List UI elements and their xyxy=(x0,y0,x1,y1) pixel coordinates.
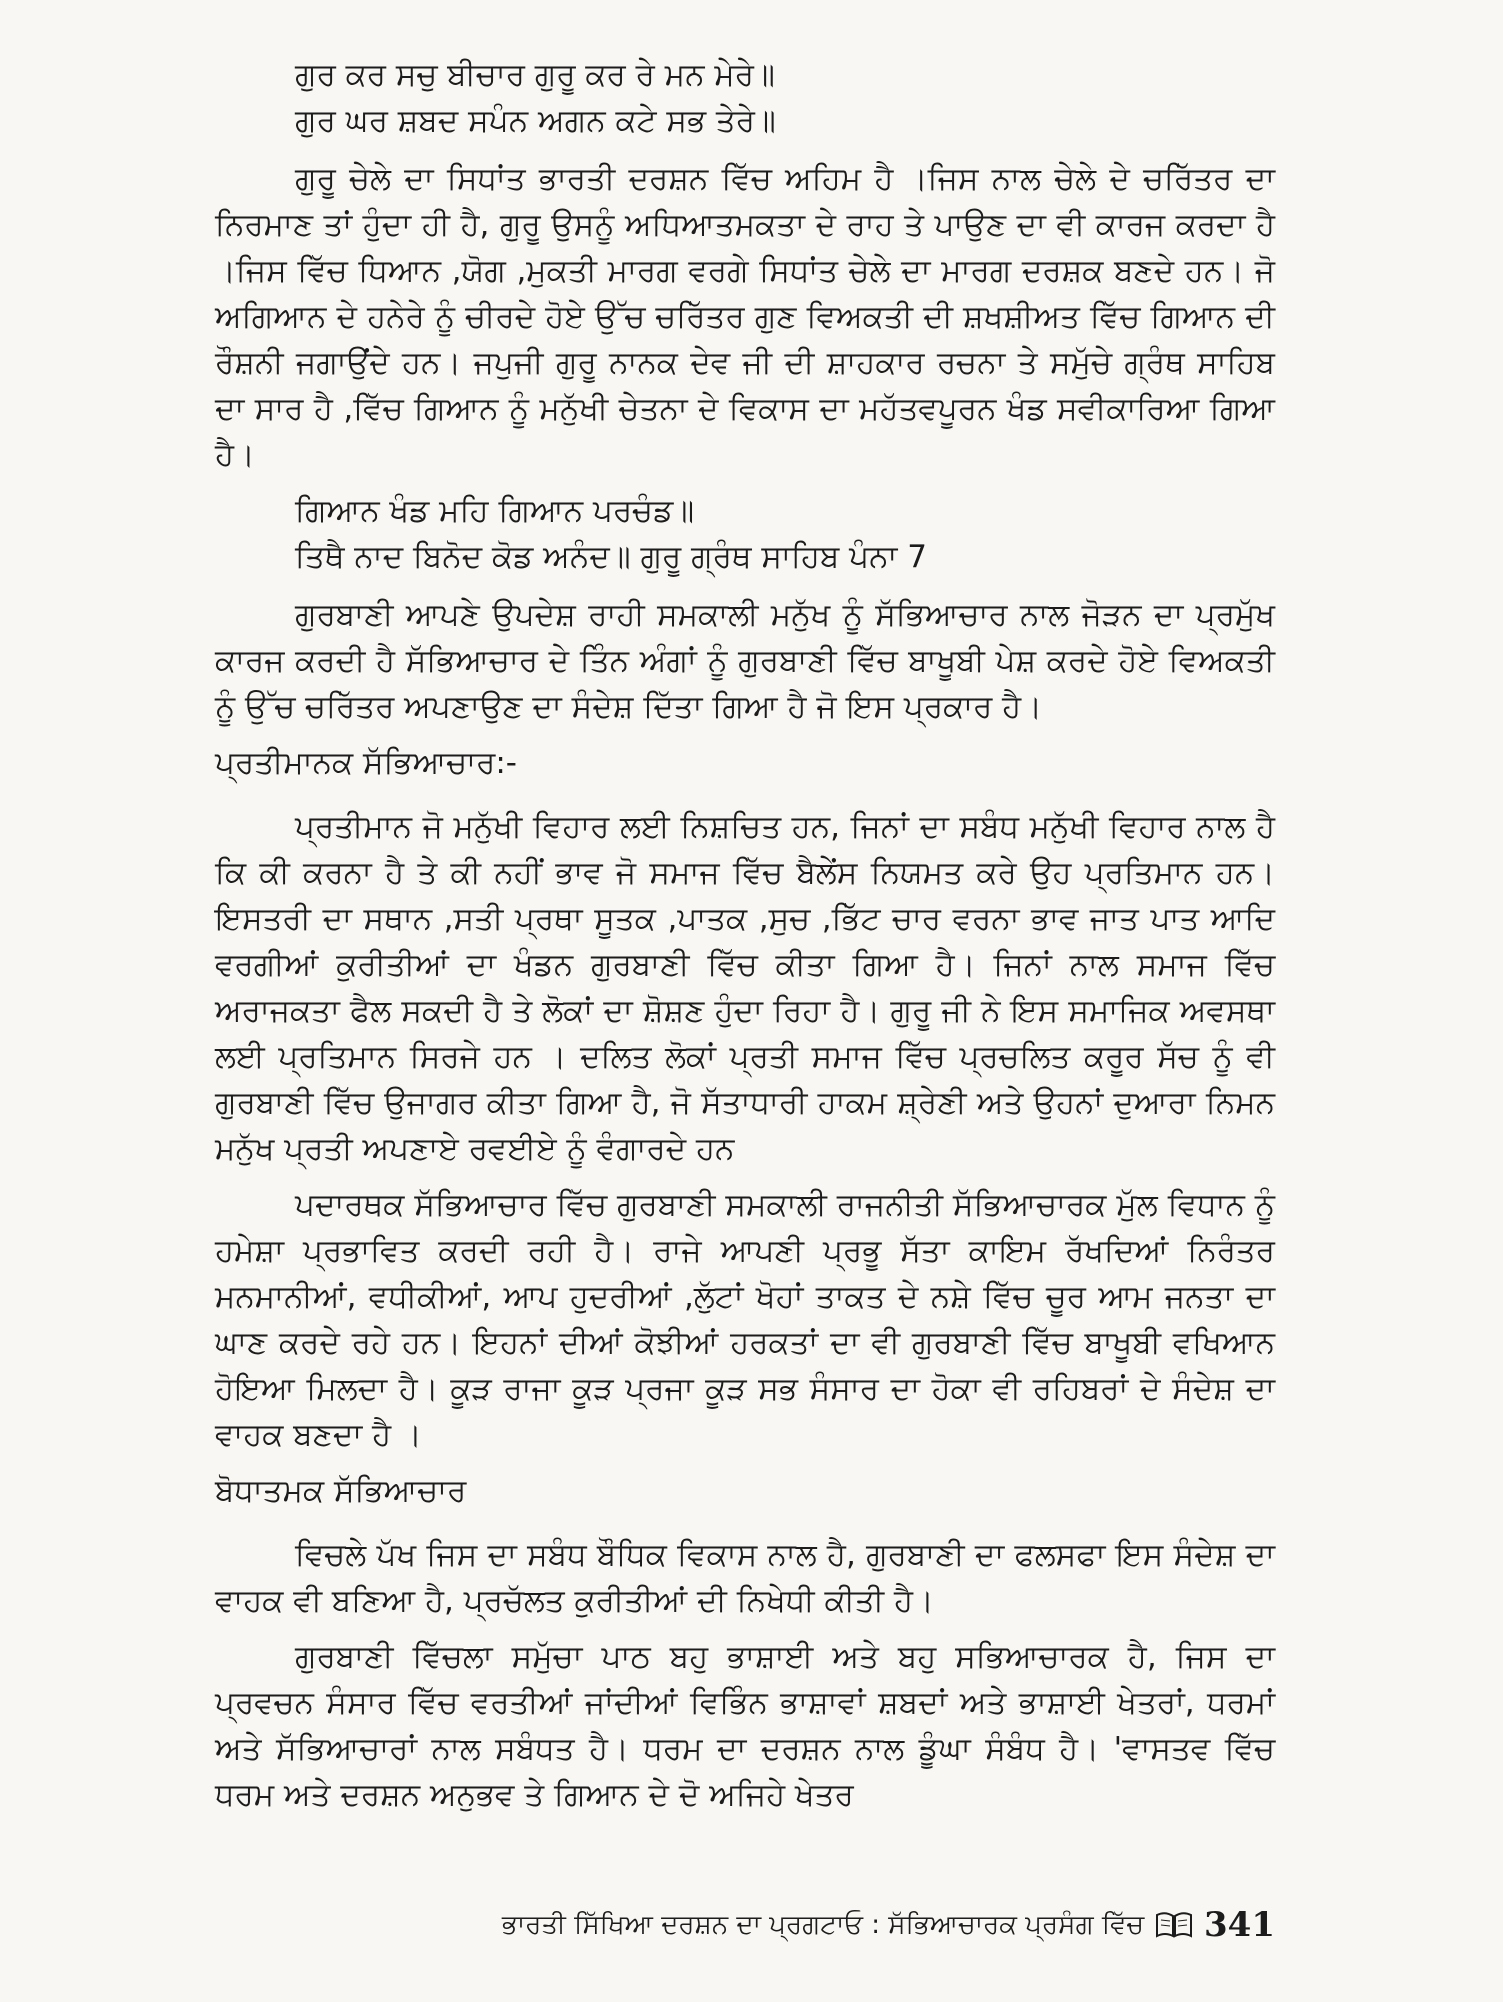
verse-quote-1 xyxy=(215,52,1275,144)
section-heading-cognitive-culture: ਬੋਧਾਤਮਕ ਸੱਭਿਆਚਾਰ xyxy=(215,1473,467,1509)
verse-line: ਤਿਥੈ ਨਾਦ ਬਿਨੋਦ ਕੋਡ ਅਨੰਦ॥ ਗੁਰੂ ਗ੍ਰੰਥ ਸਾਹਿਬ ਪੰਨਾ 7 xyxy=(295,539,927,575)
running-footer xyxy=(420,1905,1275,1945)
verse-line: ਗੁਰ ਕਰ ਸਚੁ ਬੀਚਾਰ ਗੁਰੂ ਕਰ ਰੇ ਮਨ ਮੇਰੇ॥ xyxy=(295,57,775,93)
book-icon xyxy=(1154,1910,1194,1940)
paragraph-guru-chela: ਗੁਰੂ ਚੇਲੇ ਦਾ ਸਿਧਾਂਤ ਭਾਰਤੀ ਦਰਸ਼ਨ ਵਿੱਚ ਅਹਿਮ ਹੈ ।ਜਿਸ ਨਾਲ ਚੇਲੇ ਦੇ ਚਰਿੱਤਰ ਦਾ ਨਿਰਮਾਣ ਤਾਂ ਹੁੰਦਾ ਹੀ ਹੈ, ਗੁਰੂ ਉਸਨੂੰ ਅਧਿਆਤਮਕਤਾ ਦੇ ਰਾਹ ਤੇ ਪਾਉਣ ਦਾ ਵੀ ਕਾਰਜ ਕਰਦਾ ਹੈ ।ਜਿਸ ਵਿੱਚ ਧਿਆਨ ,ਯੋਗ ,ਮੁਕਤੀ ਮਾਰਗ ਵਰਗੇ ਸਿਧਾਂਤ ਚੇਲੇ ਦਾ ਮਾਰਗ ਦਰਸ਼ਕ ਬਣਦੇ ਹਨ। ਜੋ ਅਗਿਆਨ ਦੇ ਹਨੇਰੇ ਨੂੰ ਚੀਰਦੇ ਹੋਏ ਉੱਚ ਚਰਿੱਤਰ ਗੁਣ ਵਿਅਕਤੀ ਦੀ ਸ਼ਖਸ਼ੀਅਤ ਵਿੱਚ ਗਿਆਨ ਦੀ ਰੌਸ਼ਨੀ ਜਗਾਉਂਦੇ ਹਨ। ਜਪੁਜੀ ਗੁਰੂ ਨਾਨਕ ਦੇਵ ਜੀ ਦੀ ਸ਼ਾਹਕਾਰ ਰਚਨਾ ਤੇ ਸਮੁੱਚੇ ਗ੍ਰੰਥ ਸਾਹਿਬ ਦਾ ਸਾਰ ਹੈ ,ਵਿੱਚ ਗਿਆਨ ਨੂੰ ਮਨੁੱਖੀ ਚੇਤਨਾ ਦੇ ਵਿਕਾਸ ਦਾ ਮਹੱਤਵਪੂਰਨ ਖੰਡ ਸਵੀਕਾਰਿਆ ਗਿਆ ਹੈ। xyxy=(215,161,1275,473)
paragraph-multilingual: ਗੁਰਬਾਣੀ ਵਿੱਚਲਾ ਸਮੁੱਚਾ ਪਾਠ ਬਹੁ ਭਾਸ਼ਾਈ ਅਤੇ ਬਹੁ ਸਭਿਆਚਾਰਕ ਹੈ, ਜਿਸ ਦਾ ਪ੍ਰਵਚਨ ਸੰਸਾਰ ਵਿੱਚ ਵਰਤੀਆਂ ਜਾਂਦੀਆਂ ਵਿਭਿੰਨ ਭਾਸ਼ਾਵਾਂ ਸ਼ਬਦਾਂ ਅਤੇ ਭਾਸ਼ਾਈ ਖੇਤਰਾਂ, ਧਰਮਾਂ ਅਤੇ ਸੱਭਿਆਚਾਰਾਂ ਨਾਲ ਸਬੰਧਤ ਹੈ। ਧਰਮ ਦਾ ਦਰਸ਼ਨ ਨਾਲ ਡੂੰਘਾ ਸੰਬੰਧ ਹੈ। 'ਵਾਸਤਵ ਵਿੱਚ ਧਰਮ ਅਤੇ ਦਰਸ਼ਨ ਅਨੁਭਵ ਤੇ ਗਿਆਨ ਦੇ ਦੋ ਅਜਿਹੇ ਖੇਤਰ xyxy=(215,1639,1275,1813)
paragraph-material-culture: ਪਦਾਰਥਕ ਸੱਭਿਆਚਾਰ ਵਿੱਚ ਗੁਰਬਾਣੀ ਸਮਕਾਲੀ ਰਾਜਨੀਤੀ ਸੱਭਿਆਚਾਰਕ ਮੁੱਲ ਵਿਧਾਨ ਨੂੰ ਹਮੇਸ਼ਾ ਪ੍ਰਭਾਵਿਤ ਕਰਦੀ ਰਹੀ ਹੈ। ਰਾਜੇ ਆਪਣੀ ਪ੍ਰਭੂ ਸੱਤਾ ਕਾਇਮ ਰੱਖਦਿਆਂ ਨਿਰੰਤਰ ਮਨਮਾਨੀਆਂ, ਵਧੀਕੀਆਂ, ਆਪ ਹੁਦਰੀਆਂ ,ਲੁੱਟਾਂ ਖੋਹਾਂ ਤਾਕਤ ਦੇ ਨਸ਼ੇ ਵਿੱਚ ਚੂਰ ਆਮ ਜਨਤਾ ਦਾ ਘਾਣ ਕਰਦੇ ਰਹੇ ਹਨ। ਇਹਨਾਂ ਦੀਆਂ ਕੋਝੀਆਂ ਹਰਕਤਾਂ ਦਾ ਵੀ ਗੁਰਬਾਣੀ ਵਿੱਚ ਬਾਖੂਬੀ ਵਖਿਆਨ ਹੋਇਆ ਮਿਲਦਾ ਹੈ। ਕੂੜ ਰਾਜਾ ਕੂੜ ਪ੍ਰਜਾ ਕੂੜ ਸਭ ਸੰਸਾਰ ਦਾ ਹੋਕਾ ਵੀ ਰਹਿਬਰਾਂ ਦੇ ਸੰਦੇਸ਼ ਦਾ ਵਾਹਕ ਬਣਦਾ ਹੈ । xyxy=(215,1187,1275,1453)
verse-quote-2 xyxy=(215,488,1275,580)
page-body xyxy=(215,52,1275,1828)
verse-line: ਗਿਆਨ ਖੰਡ ਮਹਿ ਗਿਆਨ ਪਰਚੰਡ॥ xyxy=(295,493,695,529)
paragraph-pratiman: ਪ੍ਰਤੀਮਾਨ ਜੋ ਮਨੁੱਖੀ ਵਿਹਾਰ ਲਈ ਨਿਸ਼ਚਿਤ ਹਨ, ਜਿਨਾਂ ਦਾ ਸਬੰਧ ਮਨੁੱਖੀ ਵਿਹਾਰ ਨਾਲ ਹੈ ਕਿ ਕੀ ਕਰਨਾ ਹੈ ਤੇ ਕੀ ਨਹੀਂ ਭਾਵ ਜੋ ਸਮਾਜ ਵਿੱਚ ਬੈਲੇਂਸ ਨਿਯਮਤ ਕਰੇ ਉਹ ਪ੍ਰਤਿਮਾਨ ਹਨ। ਇਸਤਰੀ ਦਾ ਸਥਾਨ ,ਸਤੀ ਪ੍ਰਥਾ ਸੂਤਕ ,ਪਾਤਕ ,ਸੁਚ ,ਭਿੱਟ ਚਾਰ ਵਰਨਾ ਭਾਵ ਜਾਤ ਪਾਤ ਆਦਿ ਵਰਗੀਆਂ ਕੁਰੀਤੀਆਂ ਦਾ ਖੰਡਨ ਗੁਰਬਾਣੀ ਵਿੱਚ ਕੀਤਾ ਗਿਆ ਹੈ। ਜਿਨਾਂ ਨਾਲ ਸਮਾਜ ਵਿੱਚ ਅਰਾਜਕਤਾ ਫੈਲ ਸਕਦੀ ਹੈ ਤੇ ਲੋਕਾਂ ਦਾ ਸ਼ੋਸ਼ਣ ਹੁੰਦਾ ਰਿਹਾ ਹੈ। ਗੁਰੂ ਜੀ ਨੇ ਇਸ ਸਮਾਜਿਕ ਅਵਸਥਾ ਲਈ ਪ੍ਰਤਿਮਾਨ ਸਿਰਜੇ ਹਨ । ਦਲਿਤ ਲੋਕਾਂ ਪ੍ਰਤੀ ਸਮਾਜ ਵਿੱਚ ਪ੍ਰਚਲਿਤ ਕਰੂਰ ਸੱਚ ਨੂੰ ਵੀ ਗੁਰਬਾਣੀ ਵਿੱਚ ਉਜਾਗਰ ਕੀਤਾ ਗਿਆ ਹੈ, ਜੋ ਸੱਤਾਧਾਰੀ ਹਾਕਮ ਸ਼੍ਰੇਣੀ ਅਤੇ ਉਹਨਾਂ ਦੁਆਰਾ ਨਿਮਨ ਮਨੁੱਖ ਪ੍ਰਤੀ ਅਪਣਾਏ ਰਵਈਏ ਨੂੰ ਵੰਗਾਰਦੇ ਹਨ xyxy=(215,809,1275,1167)
paragraph-gurbani-culture: ਗੁਰਬਾਣੀ ਆਪਣੇ ਉਪਦੇਸ਼ ਰਾਹੀ ਸਮਕਾਲੀ ਮਨੁੱਖ ਨੂੰ ਸੱਭਿਆਚਾਰ ਨਾਲ ਜੋੜਨ ਦਾ ਪ੍ਰਮੁੱਖ ਕਾਰਜ ਕਰਦੀ ਹੈ ਸੱਭਿਆਚਾਰ ਦੇ ਤਿੰਨ ਅੰਗਾਂ ਨੂੰ ਗੁਰਬਾਣੀ ਵਿੱਚ ਬਾਖੂਬੀ ਪੇਸ਼ ਕਰਦੇ ਹੋਏ ਵਿਅਕਤੀ ਨੂੰ ਉੱਚ ਚਰਿੱਤਰ ਅਪਣਾਉਣ ਦਾ ਸੰਦੇਸ਼ ਦਿੱਤਾ ਗਿਆ ਹੈ ਜੋ ਇਸ ਪ੍ਰਕਾਰ ਹੈ। xyxy=(215,597,1275,725)
section-heading-normative-culture: ਪ੍ਰਤੀਮਾਨਕ ਸੱਭਿਆਚਾਰ:- xyxy=(215,745,517,781)
verse-line: ਗੁਰ ਘਰ ਸ਼ਬਦ ਸਪੰਨ ਅਗਨ ਕਟੇ ਸਭ ਤੇਰੇ॥ xyxy=(295,103,776,139)
page-number: 341 xyxy=(1204,1905,1275,1945)
footer-book-title: ਭਾਰਤੀ ਸਿੱਖਿਆ ਦਰਸ਼ਨ ਦਾ ਪ੍ਰਗਟਾਓ : ਸੱਭਿਆਚਾਰਕ ਪ੍ਰਸੰਗ ਵਿੱਚ xyxy=(501,1909,1145,1940)
paragraph-intellectual-aspect: ਵਿਚਲੇ ਪੱਖ ਜਿਸ ਦਾ ਸਬੰਧ ਬੌਧਿਕ ਵਿਕਾਸ ਨਾਲ ਹੈ, ਗੁਰਬਾਣੀ ਦਾ ਫਲਸਫਾ ਇਸ ਸੰਦੇਸ਼ ਦਾ ਵਾਹਕ ਵੀ ਬਣਿਆ ਹੈ, ਪ੍ਰਚੱਲਤ ਕੁਰੀਤੀਆਂ ਦੀ ਨਿਖੇਧੀ ਕੀਤੀ ਹੈ। xyxy=(215,1537,1275,1619)
